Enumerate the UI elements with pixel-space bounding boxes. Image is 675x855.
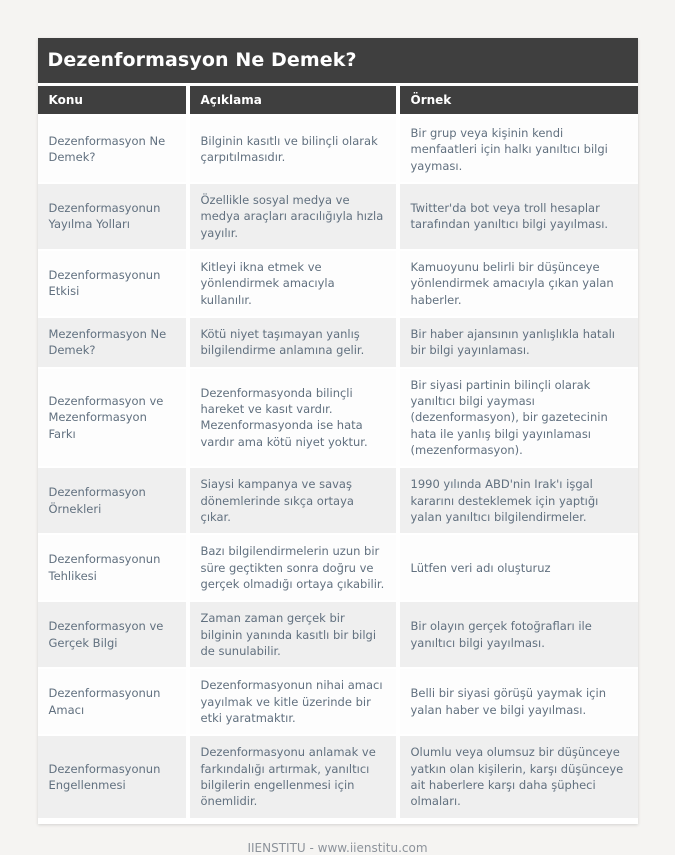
page-background: [0, 38, 675, 855]
table-header-row: [38, 86, 638, 116]
cell-konu: Dezenformasyon Ne Demek?: [38, 116, 188, 183]
data-table: [38, 86, 638, 820]
cell-aciklama: Dezenformasyonun nihai amacı yayılmak ve kitle üzerinde bir etki yaratmaktır.: [188, 668, 398, 735]
cell-aciklama: Kötü niyet taşımayan yanlış bilgilendirme anlamına gelir.: [188, 317, 398, 368]
cell-ornek: Bir grup veya kişinin kendi menfaatleri için halkı yanıltıcı bilgi yayması.: [398, 116, 638, 183]
cell-konu: Dezenformasyon ve Gerçek Bilgi: [38, 601, 188, 668]
cell-konu: Dezenformasyon Örnekleri: [38, 467, 188, 534]
table-row: [38, 183, 638, 250]
table-row: [38, 116, 638, 183]
cell-aciklama: Bilginin kasıtlı ve bilinçli olarak çarpıtılmasıdır.: [188, 116, 398, 183]
cell-aciklama: Zaman zaman gerçek bir bilginin yanında kasıtlı bir bilgi de sunulabilir.: [188, 601, 398, 668]
cell-ornek: 1990 yılında ABD'nin Irak'ı işgal kararını desteklemek için yaptığı yalan yanıltıcı bilgilendirmeler.: [398, 467, 638, 534]
content-card: [38, 38, 638, 824]
footer-text: IIENSTITU - www.iienstitu.com: [247, 840, 428, 855]
table-row: [38, 601, 638, 668]
cell-konu: Dezenformasyonun Etkisi: [38, 250, 188, 317]
cell-konu: Mezenformasyon Ne Demek?: [38, 317, 188, 368]
column-header-aciklama: Açıklama: [188, 86, 398, 116]
table-row: [38, 467, 638, 534]
page-title: Dezenformasyon Ne Demek?: [47, 49, 357, 71]
cell-konu: Dezenformasyonun Amacı: [38, 668, 188, 735]
table-row: [38, 735, 638, 818]
table-row: [38, 317, 638, 368]
column-header-konu: Konu: [38, 86, 188, 116]
cell-aciklama: Dezenformasyonu anlamak ve farkındalığı artırmak, yanıltıcı bilgilerin engellenmesi için önemlidir.: [188, 735, 398, 818]
cell-ornek: Olumlu veya olumsuz bir düşünceye yatkın olan kişilerin, karşı düşünceye ait haberlere karşı daha şüpheci olmaları.: [398, 735, 638, 818]
cell-aciklama: Özellikle sosyal medya ve medya araçları aracılığıyla hızla yayılır.: [188, 183, 398, 250]
column-header-ornek: Örnek: [398, 86, 638, 116]
cell-ornek: Kamuoyunu belirli bir düşünceye yönlendirmek amacıyla çıkan yalan haberler.: [398, 250, 638, 317]
cell-aciklama: Bazı bilgilendirmelerin uzun bir süre geçtikten sonra doğru ve gerçek olmadığı ortaya çıkabilir.: [188, 534, 398, 601]
cell-ornek: Twitter'da bot veya troll hesaplar tarafından yanıltıcı bilgi yayılması.: [398, 183, 638, 250]
table-body: [38, 116, 638, 819]
cell-ornek: Bir haber ajansının yanlışlıkla hatalı bir bilgi yayınlaması.: [398, 317, 638, 368]
card-title-bar: [38, 38, 638, 83]
cell-aciklama: Siaysi kampanya ve savaş dönemlerinde sıkça ortaya çıkar.: [188, 467, 398, 534]
cell-konu: Dezenformasyonun Tehlikesi: [38, 534, 188, 601]
cell-ornek: Lütfen veri adı oluşturuz: [398, 534, 638, 601]
cell-aciklama: Kitleyi ikna etmek ve yönlendirmek amacıyla kullanılır.: [188, 250, 398, 317]
cell-konu: Dezenformasyonun Yayılma Yolları: [38, 183, 188, 250]
cell-aciklama: Dezenformasyonda bilinçli hareket ve kasıt vardır. Mezenformasyonda ise hata vardır ama kötü niyet yoktur.: [188, 368, 398, 468]
cell-ornek: Bir olayın gerçek fotoğrafları ile yanıltıcı bilgi yayılması.: [398, 601, 638, 668]
footer: [0, 841, 675, 855]
table-row: [38, 368, 638, 468]
cell-ornek: Belli bir siyasi görüşü yaymak için yalan haber ve bilgi yayılması.: [398, 668, 638, 735]
cell-konu: Dezenformasyon ve Mezenformasyon Farkı: [38, 368, 188, 468]
table-row: [38, 668, 638, 735]
table-row: [38, 250, 638, 317]
cell-ornek: Bir siyasi partinin bilinçli olarak yanıltıcı bilgi yayması (dezenformasyon), bir gazetecinin hata ile yanlış bilgi yayınlaması (mezenformasyon).: [398, 368, 638, 468]
cell-konu: Dezenformasyonun Engellenmesi: [38, 735, 188, 818]
table-row: [38, 534, 638, 601]
